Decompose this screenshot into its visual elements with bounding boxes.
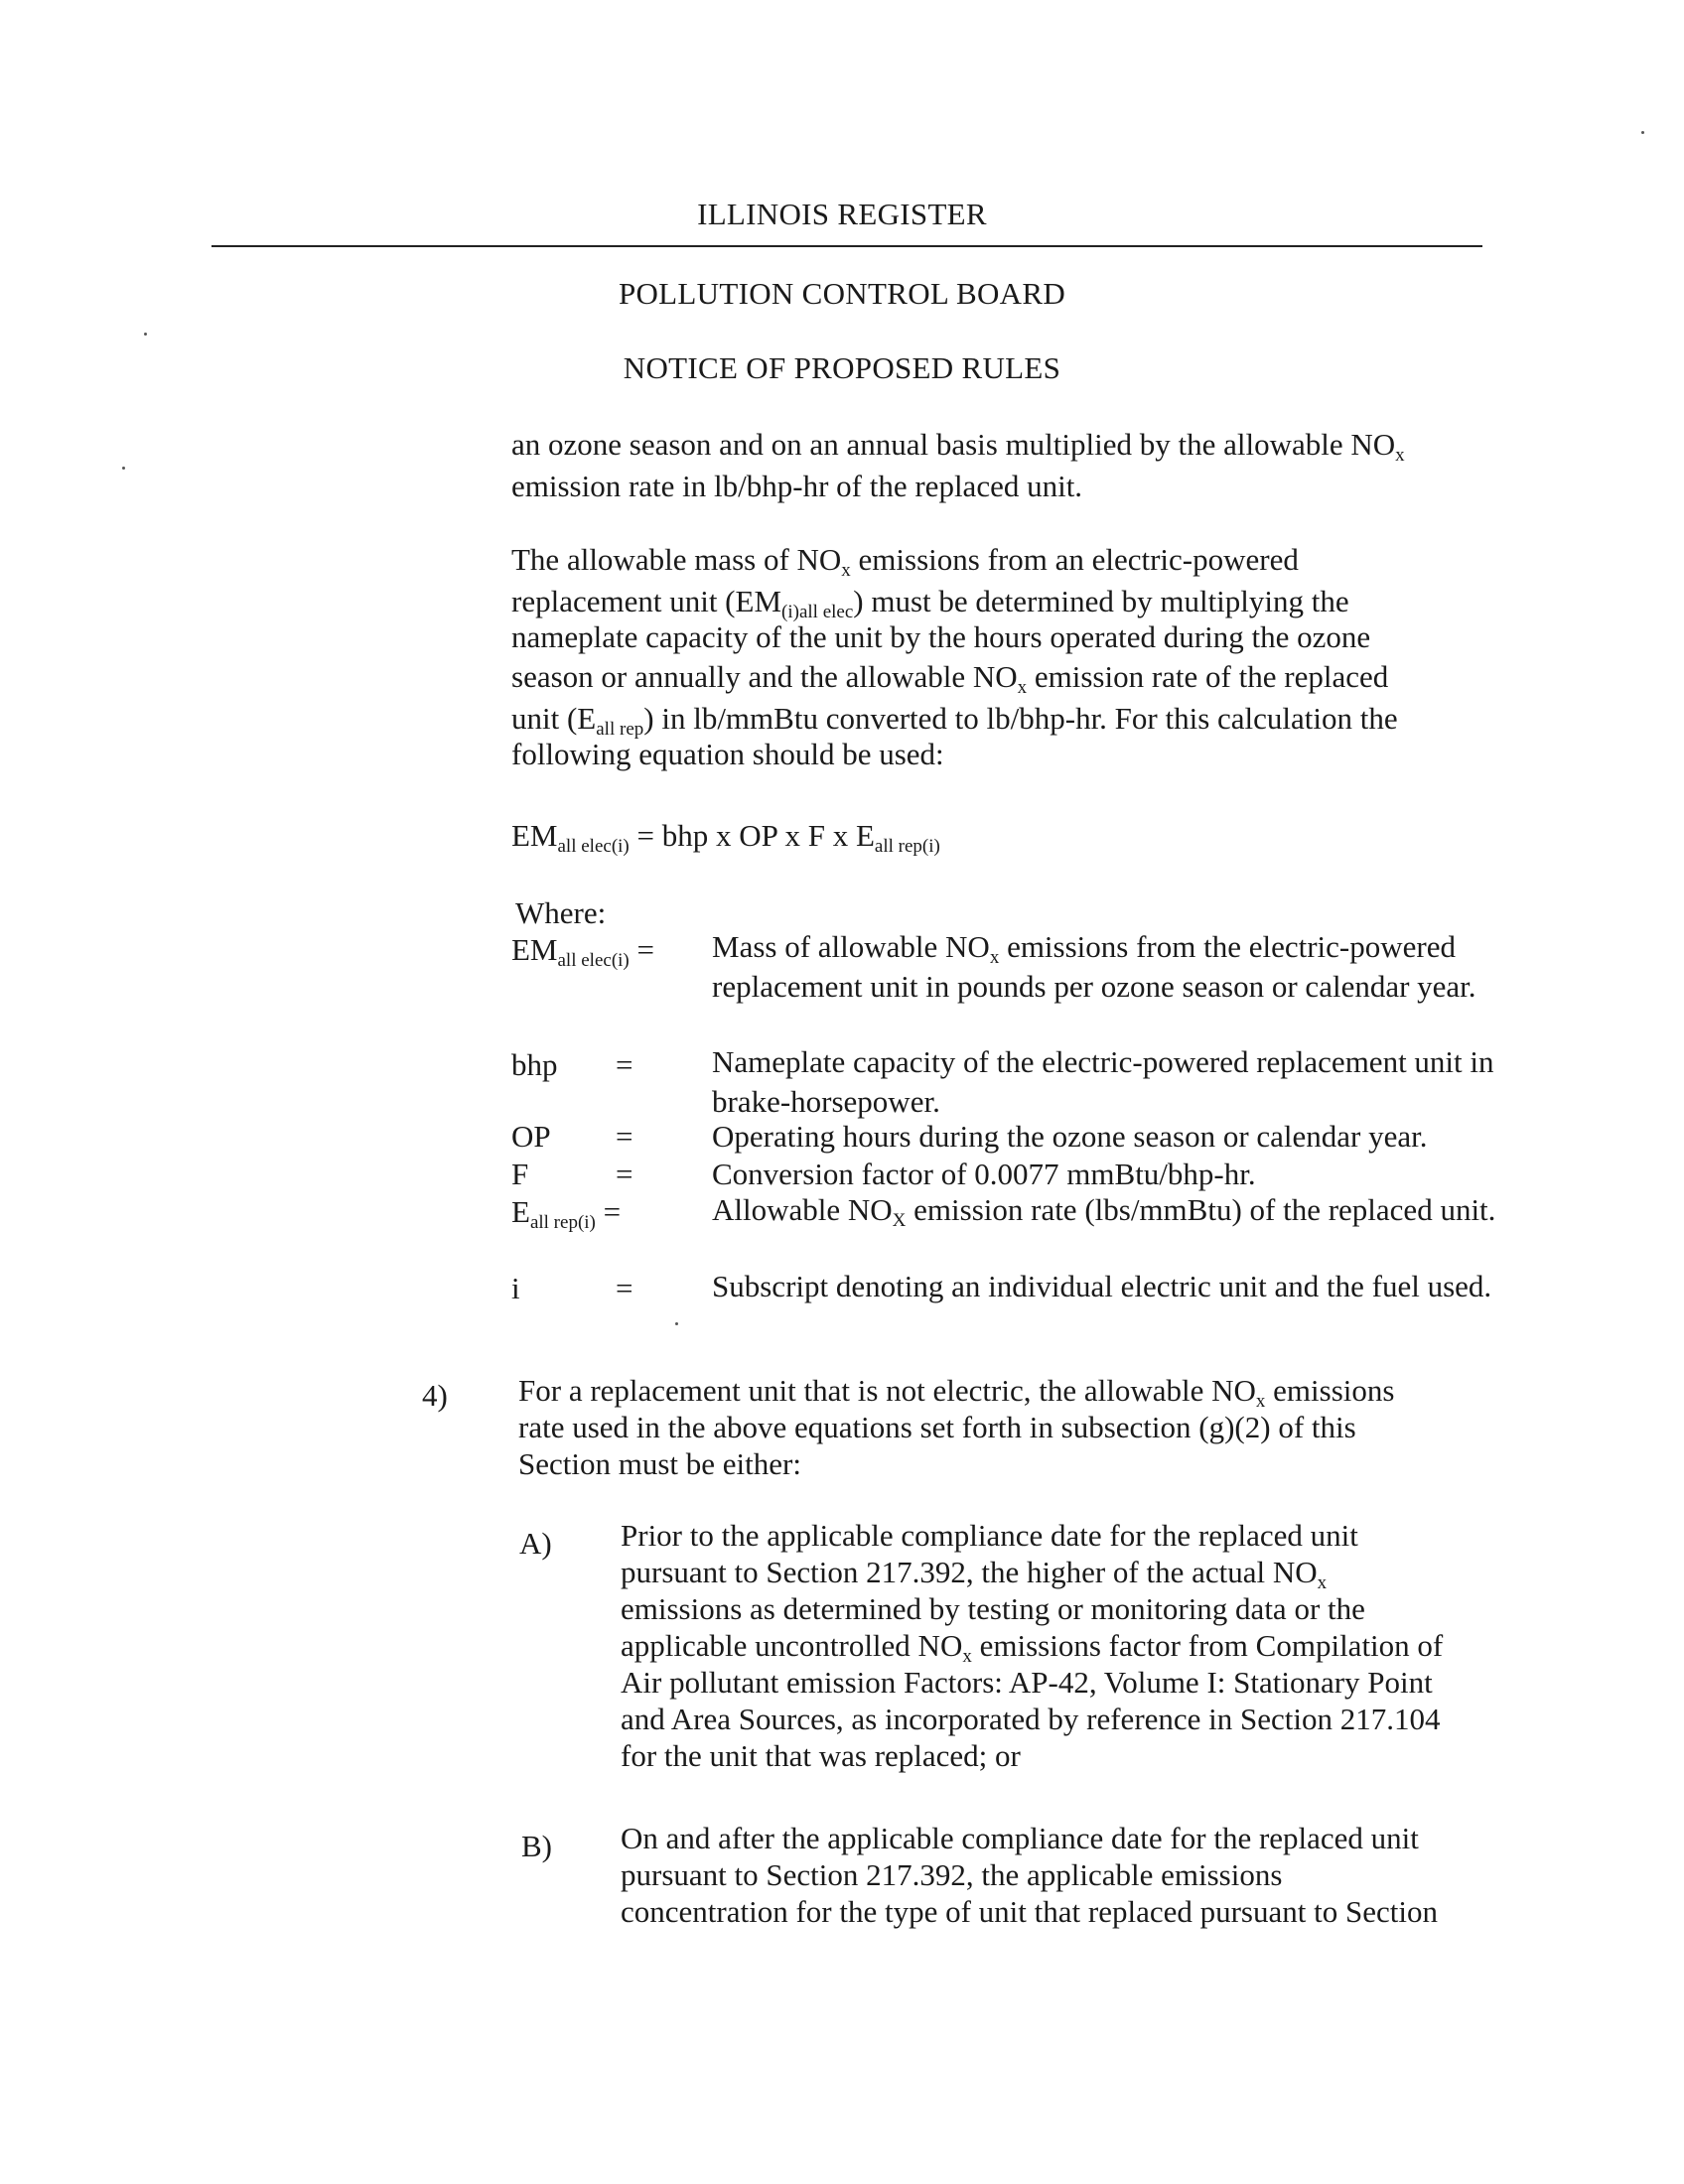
def-text-em: Mass of allowable $NO_x$ emissions from the electric-powered replacement unit in pounds per ozone season or calendar year.: [712, 929, 1476, 1004]
p2-line-4: season or annually and the allowable $NO_x$ emission rate of the replaced: [511, 659, 1389, 698]
item-a-line-1: Prior to the applicable compliance date for the replaced unit: [621, 1518, 1358, 1553]
def-text-f: Conversion factor of 0.0077 mmBtu/bhp-hr.: [712, 1157, 1256, 1191]
intro-paragraph: [511, 425, 1405, 506]
item-4-number: 4): [422, 1378, 448, 1413]
item-4-line-2: rate used in the above equations set forth in subsection (g)(2) of this: [518, 1410, 1356, 1444]
def-term-op: OP: [511, 1119, 551, 1154]
item-b-line-1: On and after the applicable compliance date for the replaced unit: [621, 1821, 1419, 1855]
item-a-text: [621, 1517, 1443, 1774]
def-term-f: F: [511, 1157, 529, 1191]
def-text-op: Operating hours during the ozone season or calendar year.: [712, 1119, 1428, 1154]
def-term-e: $E_{all rep(i)}$ =: [511, 1194, 622, 1233]
notice-title: NOTICE OF PROPOSED RULES: [623, 350, 1061, 385]
scan-speck: [144, 333, 147, 336]
board-title: POLLUTION CONTROL BOARD: [618, 276, 1066, 311]
item-a-line-5: Air pollutant emission Factors: AP-42, Volume I: Stationary Point: [621, 1665, 1433, 1700]
def-term-bhp: bhp: [511, 1047, 558, 1082]
header-rule: [211, 245, 1482, 247]
item-4-text: [518, 1372, 1394, 1482]
def-text-i: Subscript denoting an individual electric unit and the fuel used.: [712, 1269, 1492, 1303]
p2-line-5: unit $(E_{all rep})$ in lb/mmBtu converted to lb/bhp-hr. For this calculation the: [511, 701, 1398, 740]
scan-speck: [675, 1322, 678, 1325]
equation: $EM_{all elec(i)}$ = bhp x OP x F x $E_{all rep(i)}$: [511, 818, 940, 857]
def-text-bhp: Nameplate capacity of the electric-powered replacement unit in brake-horsepower.: [712, 1044, 1494, 1119]
item-a-line-6: and Area Sources, as incorporated by reference in Section 217.104: [621, 1702, 1441, 1736]
item-a-line-7: for the unit that was replaced; or: [621, 1738, 1021, 1773]
item-b-label: B): [521, 1829, 552, 1863]
def-eq-bhp: =: [616, 1047, 633, 1082]
item-a-line-3: emissions as determined by testing or monitoring data or the: [621, 1591, 1365, 1626]
def-eq-f: =: [616, 1157, 633, 1191]
item-b-text: [621, 1820, 1438, 1930]
def-eq-i: =: [616, 1271, 633, 1305]
intro-line-1: an ozone season and on an annual basis multiplied by the allowable $NO_x$: [511, 427, 1405, 466]
item-a-label: A): [519, 1526, 552, 1561]
def-eq-op: =: [616, 1119, 633, 1154]
p2-line-2: replacement unit $(EM_{(i)all elec})$ must be determined by multiplying the: [511, 584, 1349, 622]
p2-line-3: nameplate capacity of the unit by the hours operated during the ozone: [511, 619, 1371, 654]
def-term-em: $EM_{all elec(i)}$ =: [511, 932, 654, 971]
p2-line-1: The allowable mass of $NO_x$ emissions from an electric-powered: [511, 542, 1299, 581]
register-title: ILLINOIS REGISTER: [697, 197, 987, 231]
item-4-line-3: Section must be either:: [518, 1446, 801, 1481]
allowable-mass-paragraph: [511, 540, 1398, 774]
item-4-line-1: For a replacement unit that is not electric, the allowable $NO_x$ emissions: [518, 1373, 1395, 1412]
def-term-i: i: [511, 1271, 520, 1305]
def-text-e: Allowable $NO_X$ emission rate (lbs/mmBtu) of the replaced unit.: [712, 1192, 1496, 1231]
scan-speck: [1641, 131, 1644, 134]
scan-speck: [122, 467, 125, 470]
item-b-line-3: concentration for the type of unit that replaced pursuant to Section: [621, 1894, 1438, 1929]
intro-line-2: emission rate in lb/bhp-hr of the replaced unit.: [511, 469, 1083, 503]
p2-line-6: following equation should be used:: [511, 737, 944, 771]
item-b-line-2: pursuant to Section 217.392, the applicable emissions: [621, 1857, 1283, 1892]
where-label: Where:: [515, 895, 607, 930]
item-a-line-2: pursuant to Section 217.392, the higher of the actual $NO_x$: [621, 1555, 1328, 1593]
item-a-line-4: applicable uncontrolled $NO_x$ emissions factor from Compilation of: [621, 1628, 1444, 1667]
